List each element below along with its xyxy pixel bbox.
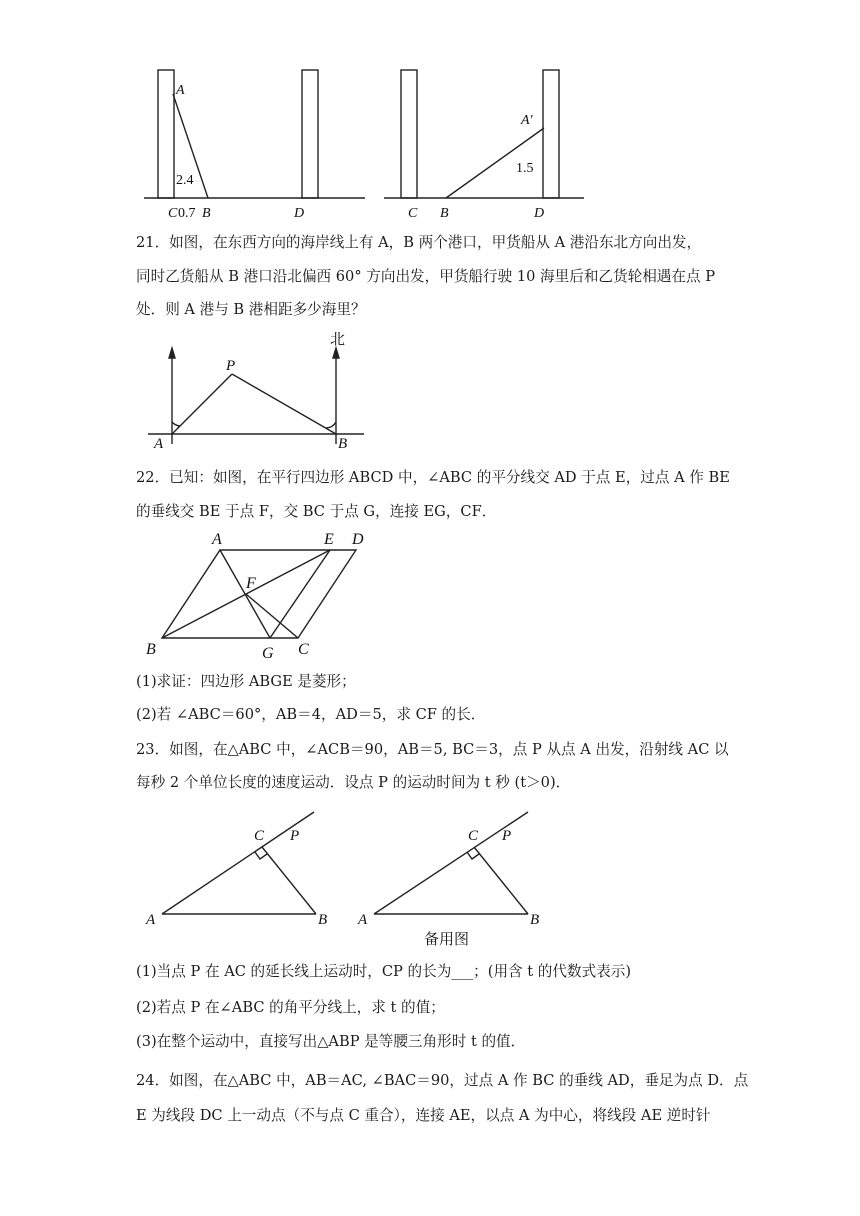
label-1-5: 1.5 [516, 161, 534, 176]
label-b: B [318, 912, 328, 926]
label-2-4: 2.4 [176, 173, 194, 188]
label-d: D [534, 206, 545, 220]
q21-line-1: 21．如图，在东西方向的海岸线上有 A，B 两个港口，甲货船从 A 港沿东北方向出发， [136, 234, 702, 251]
label-p: P [290, 828, 300, 844]
label-c: C [298, 641, 309, 658]
label-b: B [146, 641, 156, 658]
label-a: A [154, 436, 164, 452]
label-d: D [352, 531, 364, 548]
figure-22 [142, 528, 382, 662]
q24-line-1: 24．如图，在△ABC 中，AB＝AC, ∠BAC＝90，过点 A 作 BC 的垂线 AD，垂足为点 D．点 [136, 1072, 749, 1089]
q23-line-2: 每秒 2 个单位长度的速度运动．设点 P 的运动时间为 t 秒 (t＞0)． [136, 774, 571, 791]
label-b: B [440, 206, 449, 220]
label-north: 北 [330, 332, 346, 348]
label-0-7: 0.7 [178, 206, 196, 220]
q21-line-2: 同时乙货船从 B 港口沿北偏西 60° 方向出发，甲货船行驶 10 海里后和乙货轮相遇在点 P [136, 268, 716, 285]
figure-20-right [384, 66, 590, 220]
label-b: B [530, 912, 540, 928]
label-f: F [246, 575, 256, 592]
label-g: G [262, 645, 274, 662]
label-p: P [226, 358, 236, 374]
figure-caption: 备用图 [424, 932, 470, 948]
label-c: C [168, 206, 178, 220]
q22-line-1: 22．已知：如图，在平行四边形 ABCD 中，∠ABC 的平分线交 AD 于点 E，过点 A 作 BE [136, 469, 730, 486]
label-e: E [324, 531, 334, 548]
figure-20-left [140, 66, 370, 220]
label-c: C [408, 206, 418, 220]
label-a: A [358, 912, 368, 928]
q21-line-3: 处．则 A 港与 B 港相距多少海里？ [136, 301, 366, 318]
label-c: C [468, 828, 479, 844]
q22-part-1: (1)求证：四边形 ABGE 是菱形； [136, 673, 356, 690]
q22-part-2: (2)若 ∠ABC＝60°，AB＝4，AD＝5，求 CF 的长． [136, 706, 486, 723]
label-a: A [146, 912, 156, 926]
label-a-prime: A' [521, 113, 533, 128]
q23-part-1: (1)当点 P 在 AC 的延长线上运动时，CP 的长为___；(用含 t 的代数式表示) [136, 963, 632, 980]
label-c: C [254, 828, 265, 844]
figure-23-left [142, 804, 342, 926]
label-a: A [176, 83, 185, 98]
q23-part-3: (3)在整个运动中，直接写出△ABP 是等腰三角形时 t 的值． [136, 1033, 526, 1050]
q24-line-2: E 为线段 DC 上一动点（不与点 C 重合），连接 AE，以点 A 为中心，将线段 AE 逆时针 [136, 1107, 711, 1124]
label-b: B [202, 206, 211, 220]
q23-line-1: 23．如图，在△ABC 中，∠ACB＝90，AB＝5, BC＝3，点 P 从点 A 出发，沿射线 AC 以 [136, 741, 729, 758]
label-p: P [502, 828, 512, 844]
label-d: D [294, 206, 305, 220]
q23-part-2: (2)若点 P 在∠ABC 的角平分线上，求 t 的值； [136, 999, 445, 1016]
label-a: A [212, 531, 222, 548]
figure-23-right [356, 804, 556, 950]
q22-line-2: 的垂线交 BE 于点 F，交 BC 于点 G，连接 EG，CF． [136, 503, 497, 520]
figure-21 [142, 326, 372, 452]
label-b: B [338, 436, 348, 452]
